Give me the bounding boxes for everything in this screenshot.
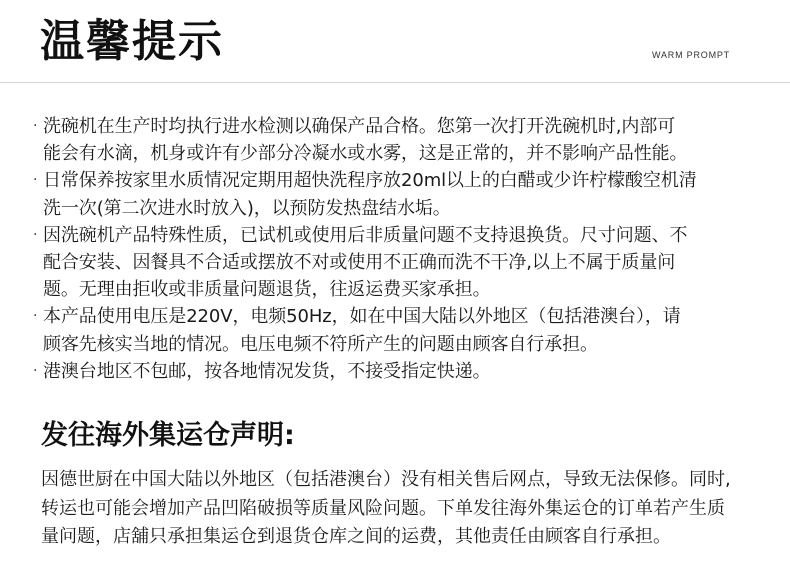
- notice-item: [33, 113, 773, 167]
- bullet-dot: ·: [33, 362, 38, 379]
- overseas-section-title: 发往海外集运仓声明:: [41, 420, 295, 451]
- notice-line: 顾客先核实当地的情况。电压电频不符所产生的问题由顾客自行承担。: [43, 333, 598, 355]
- bullet-dot: ·: [33, 308, 38, 325]
- header-divider: [0, 82, 790, 83]
- bullet-dot: ·: [33, 172, 38, 189]
- page-subtitle: WARM PROMPT: [652, 50, 730, 60]
- statement-line: 因德世厨在中国大陆以外地区（包括港澳台）没有相关售后网点，导致无法保修。同时,: [41, 469, 731, 490]
- statement-line: 转运也可能会增加产品凹陷破损等质量风险问题。下单发往海外集运仓的订单若产生质: [41, 497, 725, 519]
- notice-line: 本产品使用电压是220V，电频50Hz，如在中国大陆以外地区（包括港澳台），请: [43, 306, 681, 328]
- notice-line: 因洗碗机产品特殊性质，已试机或使用后非质量问题不支持退换货。尺寸问题、不: [43, 224, 688, 246]
- notice-list: [33, 113, 773, 385]
- notice-item: [33, 222, 773, 304]
- notice-line: 题。无理由拒收或非质量问题退货，往返运费买家承担。: [43, 279, 491, 301]
- notice-item: [33, 358, 773, 385]
- page-title: 温馨提示: [40, 16, 224, 67]
- notice-item: [33, 167, 773, 221]
- statement-line: 量问题，店舖只承担集运仓到退货仓库之间的运费，其他责任由顾客自行承担。: [41, 526, 671, 548]
- notice-line: 日常保养按家里水质情况定期用超快洗程序放20ml以上的白醋或少许柠檬酸空机清: [43, 170, 697, 192]
- notice-line: 洗一次(第二次进水时放入)，以预防发热盘结水垢。: [43, 197, 451, 219]
- notice-line: 配合安装、因餐具不合适或摆放不对或使用不正确而洗不干净,以上不属于质量问: [43, 252, 676, 274]
- bullet-dot: ·: [33, 118, 38, 134]
- notice-item: [33, 303, 773, 357]
- bullet-dot: ·: [33, 226, 38, 243]
- overseas-statement: [41, 466, 781, 552]
- notice-line: 能会有水滴，机身或许有少部分冷凝水或水雾，这是正常的，并不影响产品性能。: [43, 143, 688, 165]
- notice-line: 港澳台地区不包邮，按各地情况发货，不接受指定快递。: [43, 360, 491, 382]
- notice-line: 洗碗机在生产时均执行进水检测以确保产品合格。您第一次打开洗碗机时,内部可: [43, 116, 676, 137]
